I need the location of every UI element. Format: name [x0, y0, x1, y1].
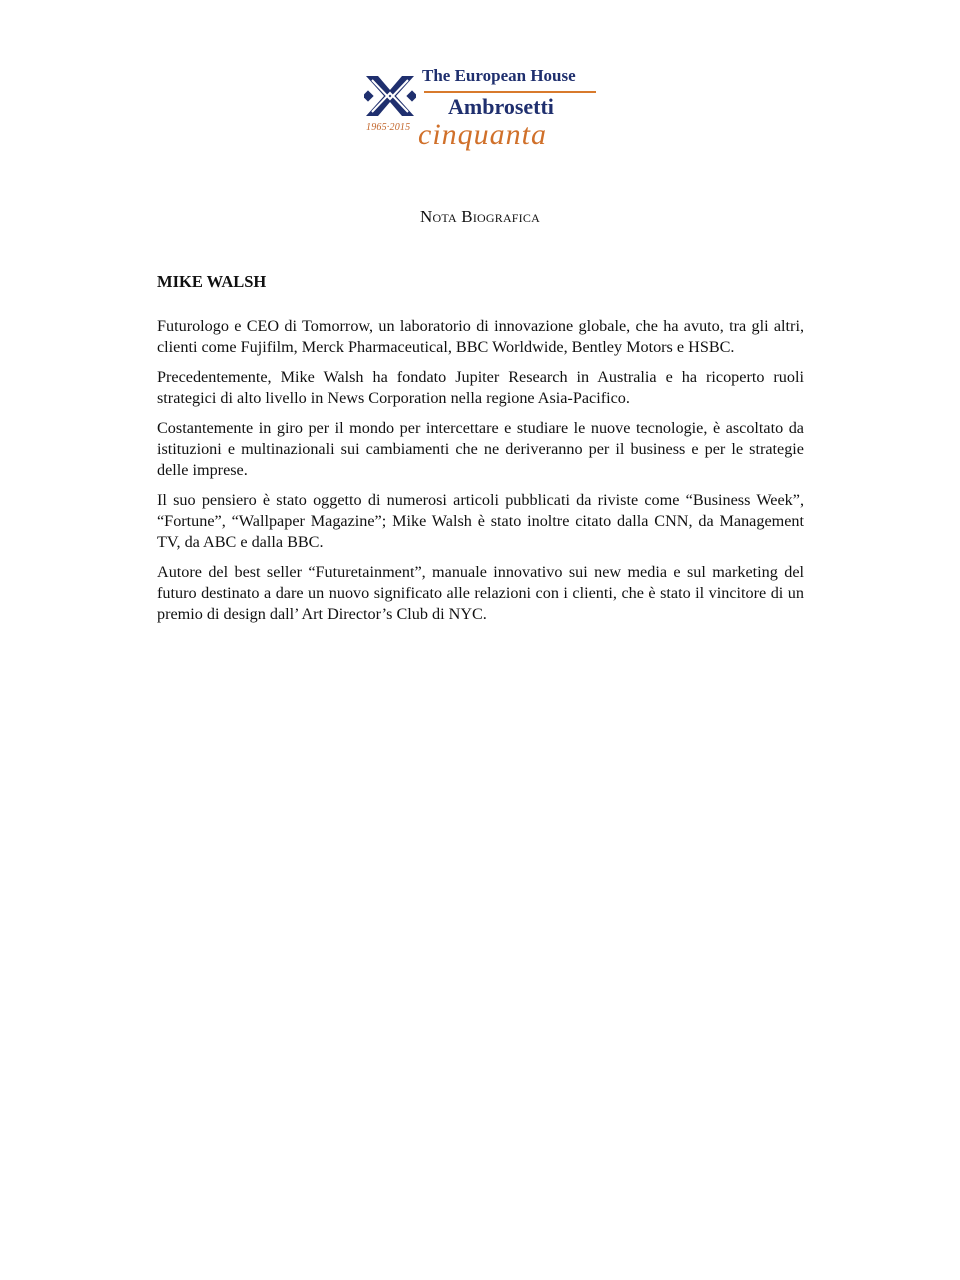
- body-paragraph: Futurologo e CEO di Tomorrow, un laboratorio di innovazione globale, che ha avuto, tra gli altri, clienti come Fujifilm, Merck Pharmaceutical, BBC Worldwide, Bentley Motors e HSBC.: [157, 317, 804, 356]
- logo-years: 1965·2015: [366, 122, 411, 133]
- logo-company-line2: Ambrosetti: [448, 94, 554, 119]
- document-title: Nota Biografica: [420, 207, 540, 226]
- logo-divider: [424, 91, 596, 93]
- logo-company-line1: The European House: [422, 66, 576, 85]
- company-logo: [362, 66, 602, 166]
- body-paragraph: Il suo pensiero è stato oggetto di numerosi articoli pubblicati da riviste come “Business Week”, “Fortune”, “Wallpaper Magazine”; Mike Walsh è stato inoltre citato dalla CNN, da Management TV, da ABC e dalla BBC.: [157, 491, 804, 551]
- body-paragraph: Costantemente in giro per il mondo per intercettare e studiare le nuove tecnologie, è ascoltato da istituzioni e multinazionali sui cambiamenti che ne deriveranno per il business e per le strategie delle imprese.: [157, 419, 804, 479]
- person-name: MIKE WALSH: [157, 272, 267, 291]
- document-body: [157, 316, 804, 634]
- logo-script-text: cinquanta: [418, 118, 547, 151]
- ambrosetti-x-mark-icon: [364, 72, 416, 120]
- body-paragraph: Precedentemente, Mike Walsh ha fondato Jupiter Research in Australia e ha ricoperto ruoli strategici di alto livello in News Corporation nella regione Asia-Pacifico.: [157, 368, 804, 407]
- body-paragraph: Autore del best seller “Futuretainment”, manuale innovativo sui new media e sul marketing del futuro destinato a dare un nuovo significato alle relazioni con i clienti, che è stato il vincitore di un premio di design dall’ Art Director’s Club di NYC.: [157, 563, 804, 623]
